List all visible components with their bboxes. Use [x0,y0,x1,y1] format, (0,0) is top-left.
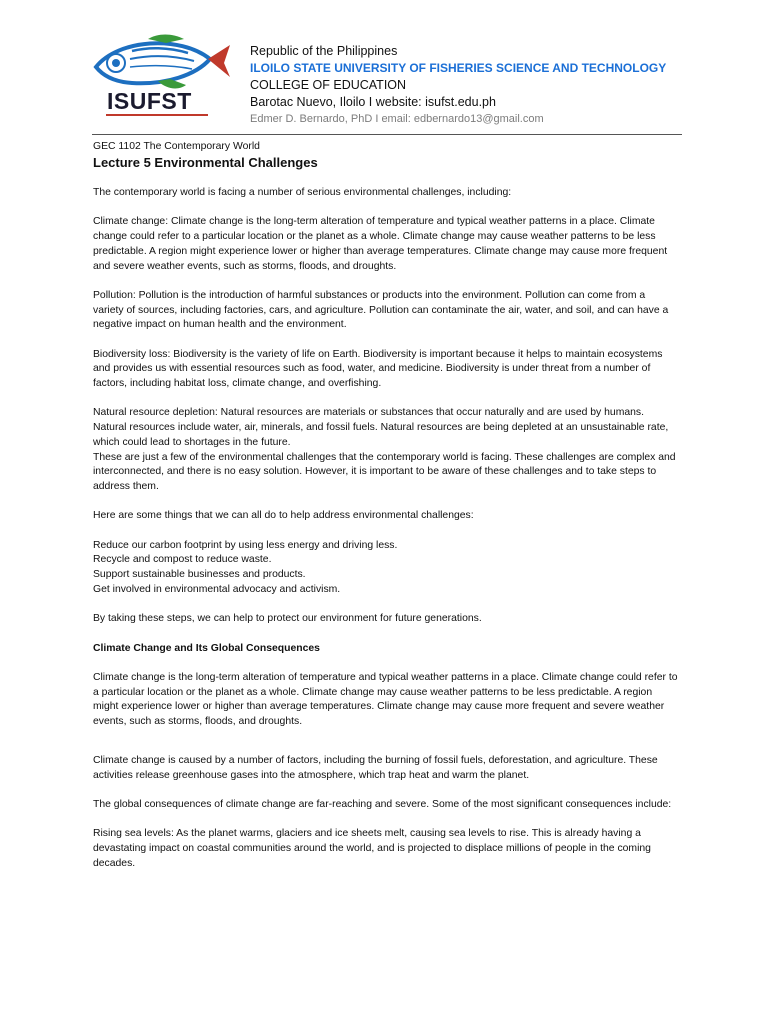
section-paragraph: Rising sea levels: As the planet warms, glaciers and ice sheets melt, causing sea levels to rise. This is already having a devastating impact on coastal communities around the world, and is projected to displace millions of people in the coming decades. [93,828,651,869]
challenge-resource-depletion: Natural resource depletion: Natural resources are materials or substances that occur naturally and are used by humans. Natural resources include water, air, minerals, and fossil fuels. Natural resources are being depleted at an unsustainable rate, which could lead to shortages in the future. [93,407,669,448]
section-paragraph: The global consequences of climate change are far-reaching and severe. Some of the most significant consequences include: [93,798,672,810]
action-item: Get involved in environmental advocacy and activism. [93,583,341,595]
challenge-climate-change: Climate change: Climate change is the long-term alteration of temperature and typical weather patterns in a place. Climate change could refer to a particular location or the planet as a whole. Climate change may cause weather patterns to be less predictable. A region might experience lower or higher than average temperatures. Climate change may cause more frequent and severe weather events, such as storms, floods, and droughts. [93,216,668,272]
challenge-biodiversity: Biodiversity loss: Biodiversity is the variety of life on Earth. Biodiversity is important because it helps to maintain ecosystems and provides us with essential resources such as food, water, and medicine. Biodiversity is under threat from a number of factors, including habitat loss, climate change, and overfishing. [93,348,663,390]
section-heading: Climate Change and Its Global Consequences [93,642,320,654]
action-item: Support sustainable businesses and products. [93,569,306,581]
action-item: Recycle and compost to reduce waste. [93,554,272,566]
section-paragraph: Climate change is caused by a number of factors, including the burning of fossil fuels, deforestation, and agriculture. These activities release greenhouse gases into the atmosphere, which trap heat and warm the planet. [93,754,658,781]
action-item: Reduce our carbon footprint by using less energy and driving less. [93,539,398,551]
summary-paragraph: These are just a few of the environmental challenges that the contemporary world is facing. These challenges are complex and interconnected, and there is no easy solution. However, it is important to be aware of these challenges and to take steps to address them. [93,451,676,492]
header-divider [92,134,682,135]
section-paragraph: Climate change is the long-term alteration of temperature and typical weather patterns in a place. Climate change could refer to a particular location or the planet as a whole. Climate change may cause weather patterns to be less predictable. A region might experience lower or higher than average temperatures. Climate change may cause more frequent and severe weather events, such as storms, floods, and droughts. [93,672,678,728]
university-name: ILOILO STATE UNIVERSITY OF FISHERIES SCIENCE AND TECHNOLOGY [250,61,667,75]
author-email: Edmer D. Bernardo, PhD I email: edbernardo13@gmail.com [250,113,544,125]
course-code: GEC 1102 The Contemporary World [93,141,260,152]
challenge-pollution: Pollution: Pollution is the introduction of harmful substances or products into the environment. Pollution can come from a variety of sources, including factories, cars, and agriculture. Pollution can contaminate the air, water, and soil, and can have a negative impact on human health and the environment. [93,289,669,331]
logo-wordmark: ISUFST [107,88,192,114]
actions-list [93,539,678,598]
fish-tail [208,45,230,77]
college-name: COLLEGE OF EDUCATION [250,78,407,92]
country-line: Republic of the Philippines [250,44,398,58]
document-body [93,140,678,886]
address-website: Barotac Nuevo, Iloilo I website: isufst.edu.ph [250,95,496,109]
actions-intro: Here are some things that we can all do to help address environmental challenges: [93,510,474,522]
letterhead [250,43,720,128]
lecture-title: Lecture 5 Environmental Challenges [93,155,318,170]
intro-paragraph: The contemporary world is facing a number of serious environmental challenges, including: [93,187,512,198]
closing-paragraph: By taking these steps, we can help to protect our environment for future generations. [93,613,482,625]
